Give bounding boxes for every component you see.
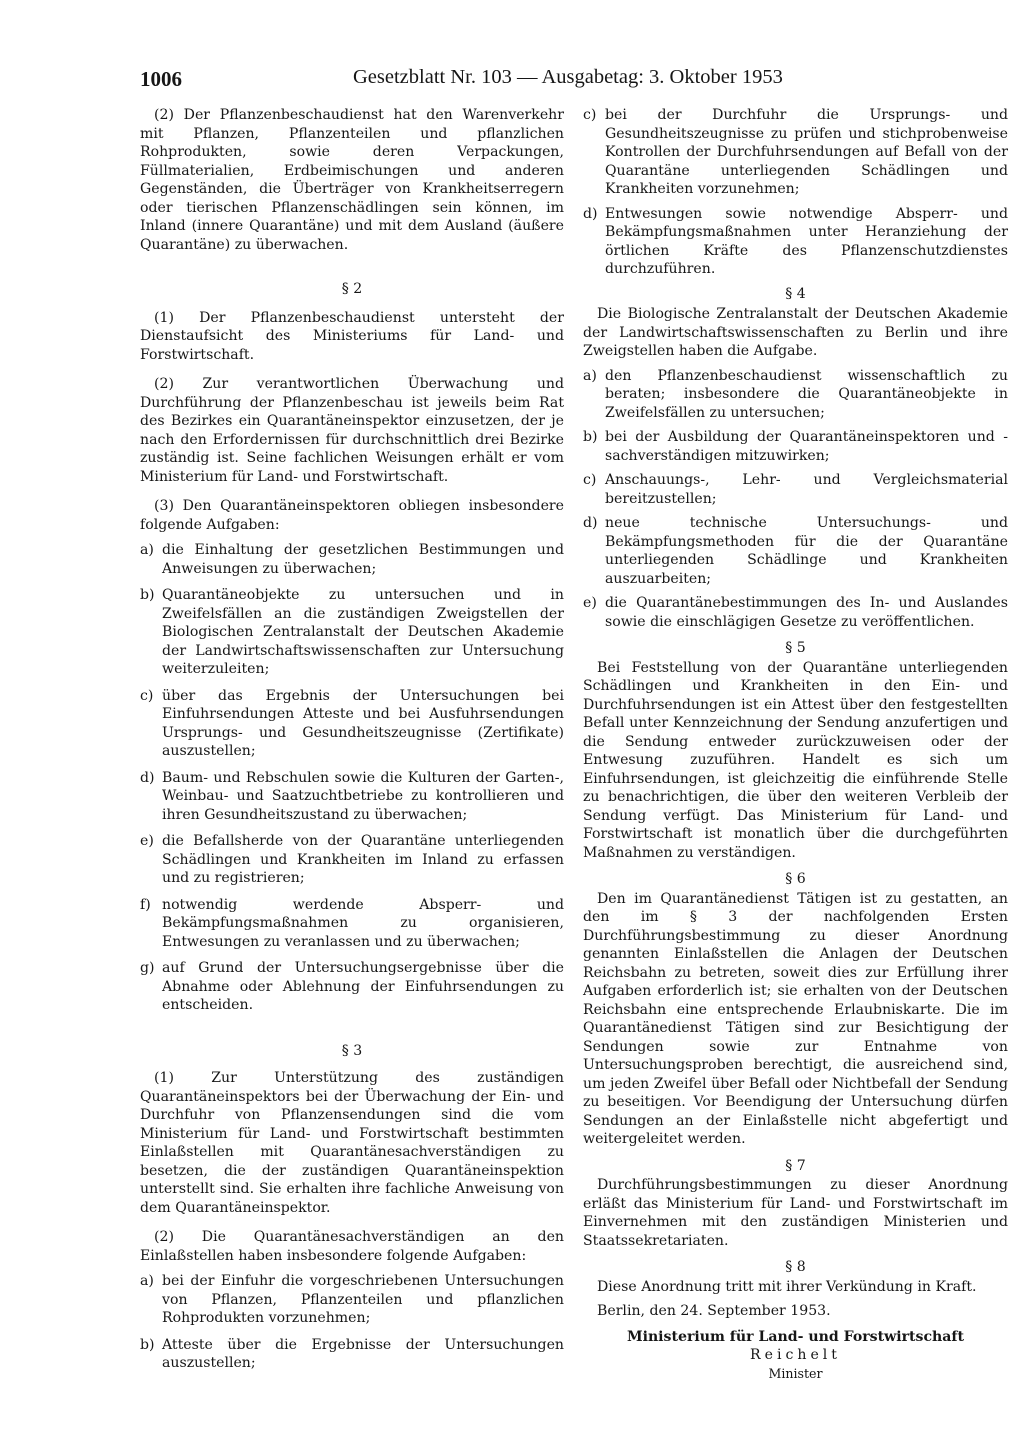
paragraph: (2) Die Quarantänesachverständigen an den Einlaßstellen haben insbesondere folgende Aufgaben: xyxy=(140,1229,564,1264)
list-item xyxy=(140,687,564,761)
list-text: notwendig werdende Absperr- und Bekämpfungsmaßnahmen zu organisieren, Entwesungen zu veranlassen und zu überwachen; xyxy=(162,896,564,950)
list-marker: b) xyxy=(583,429,598,445)
list-text: auf Grund der Untersuchungsergebnisse über die Abnahme oder Ablehnung der Einfuhrsendungen zu entscheiden. xyxy=(162,960,564,1013)
paragraph: Den im Quarantänedienst Tätigen ist zu gestatten, an den im § 3 der nachfolgenden Ersten Durchführungsbestimmung zu dieser Anordnung genannten Einlaßstellen die Anlagen der Deutschen Reichsbahn zu betreten, soweit dies zur Erfüllung ihrer Aufgaben erforderlich ist; sie erhalten von der Deutschen Reichsbahn eine entsprechende Erlaubniskarte. Die im Quarantänedienst Tätigen sind zur Besichtigung der Sendungen sowie zur Entnahme von Untersuchungsproben berechtigt, die ausreichend sind, um jeden Zweifel über Befall oder Nichtbefall der Sendung zu beseitigen. Vor Beendigung der Untersuchung dürfen Sendungen an der Einlaßstelle nicht abgefertigt und weitergeleitet werden. xyxy=(583,890,1008,1147)
section-heading: § 7 xyxy=(785,1157,806,1174)
list-marker: d) xyxy=(583,205,598,222)
list-text: die Quarantänebestimmungen des In- und Auslandes sowie die einschlägigen Gesetze zu veröffentlichen. xyxy=(605,595,1008,630)
list-marker: a) xyxy=(140,542,154,558)
paragraph: (2) Der Pflanzenbeschaudienst hat den Warenverkehr mit Pflanzen, Pflanzenteilen und pflanzlichen Rohprodukten, sowie deren Verpackungen, Füllmaterialien, Erdbeimischungen und anderen Gegenständen, die Überträger von Krankheitserregern oder tierischen Pflanzenschädlingen sein können, im Inland (innere Quarantäne) und mit dem Ausland (äußere Quarantäne) zu überwachen. xyxy=(140,107,564,253)
list-text: die Einhaltung der gesetzlichen Bestimmungen und Anweisungen zu überwachen; xyxy=(162,542,564,577)
list-item xyxy=(140,896,564,952)
list-text: Atteste über die Ergebnisse der Untersuchungen auszustellen; xyxy=(162,1336,564,1371)
signature-title: Minister xyxy=(768,1365,823,1381)
list-text: bei der Ausbildung der Quarantäneinspektoren und -sachverständigen mitzuwirken; xyxy=(605,429,1008,464)
list-text: Baum- und Rebschulen sowie die Kulturen der Garten-, Weinbau- und Saatzuchtbetriebe zu kontrollieren und ihren Gesundheitszustand zu überwachen; xyxy=(162,769,564,823)
paragraph: Diese Anordnung tritt mit ihrer Verkündung in Kraft. xyxy=(597,1278,977,1295)
page-header xyxy=(140,62,820,94)
list-marker: b) xyxy=(140,587,155,603)
task-list xyxy=(140,541,564,1015)
section-heading: § 3 xyxy=(341,1042,363,1059)
list-item xyxy=(140,959,564,1015)
paragraph: (3) Den Quarantäneinspektoren obliegen insbesondere folgende Aufgaben: xyxy=(140,498,564,533)
page-number: 1006 xyxy=(140,67,182,91)
list-marker: b) xyxy=(140,1336,155,1353)
list-text: über das Ergebnis der Untersuchungen bei Einfuhrsendungen Atteste und bei Ausfuhrsendungen Ursprungs- und Gesundheitszeugnisse (Zertifikate) auszustellen; xyxy=(162,687,564,759)
list-marker: c) xyxy=(583,472,597,488)
paragraph: (1) Der Pflanzenbeschaudienst untersteht der Dienstaufsicht des Ministeriums für Land- und Forstwirtschaft. xyxy=(140,309,564,363)
section-heading: § 8 xyxy=(785,1259,806,1275)
list-marker: e) xyxy=(583,595,597,611)
list-marker: d) xyxy=(583,515,598,531)
paragraph: Bei Feststellung von der Quarantäne unterliegenden Schädlingen und Krankheiten in den Ein- und Durchfuhrsendungen ist ein Attest über den festgestellten Befall unter Kennzeichnung der Sendung anzufertigen und die Sendung entweder zurückzuweisen oder der Entwesung zuzuführen. Handelt es sich um Einfuhrsendungen, ist gleichzeitig die einführende Stelle zu benachrichtigen, die über den weiteren Verbleib der Sendung verfügt. Das Ministerium für Land- und Forstwirtschaft ist monatlich über die durchgeführten Maßnahmen zu verständigen. xyxy=(583,659,1008,861)
list-text: Entwesungen sowie notwendige Absperr- und Bekämpfungsmaßnahmen unter Heranziehung der örtlichen Kräfte des Pflanzenschutzdienstes durchzuführen. xyxy=(605,205,1008,277)
right-column xyxy=(583,106,1008,1383)
list-item xyxy=(583,205,1008,279)
list-item xyxy=(583,594,1008,631)
task-list xyxy=(140,1272,564,1373)
left-column xyxy=(140,106,564,1373)
paragraph: (2) Zur verantwortlichen Überwachung und Durchführung der Pflanzenbeschau ist jeweils beim Rat des Bezirkes ein Quarantäneinspektor einzusetzen, der je nach den Erfordernissen für durchschnittlich drei Bezirke zuständig ist. Seine fachlichen Weisungen erhält er vom Ministerium für Land- und Forstwirtschaft. xyxy=(140,376,564,485)
list-item xyxy=(140,1336,564,1373)
list-text: den Pflanzenbeschaudienst wissenschaftlich zu beraten; insbesondere die Quarantäneobjekte in Zweifelsfällen zu untersuchen; xyxy=(605,367,1008,421)
list-item xyxy=(583,514,1008,588)
signature-name: Reichelt xyxy=(750,1347,841,1363)
list-item xyxy=(583,106,1008,199)
list-item xyxy=(140,769,564,825)
paragraph: (1) Zur Unterstützung des zuständigen Quarantäneinspektors bei der Überwachung der Ein- und Durchfuhr von Pflanzensendungen sind die vom Ministerium für Land- und Forstwirtschaft bestimmten Einlaßstellen mit Quarantänesachverständigen zu besetzen, die der zuständigen Quarantäneinspektion unterstellt sind. Sie erhalten ihre fachliche Anweisung von dem Quarantäneinspektor. xyxy=(140,1070,564,1216)
list-text: die Befallsherde von der Quarantäne unterliegenden Schädlingen und Krankheiten im Inland zu erfassen und zu registrieren; xyxy=(162,833,564,886)
list-marker: a) xyxy=(140,1273,154,1289)
list-marker: f) xyxy=(140,896,151,913)
list-item xyxy=(140,586,564,679)
list-text: bei der Einfuhr die vorgeschriebenen Untersuchungen von Pflanzen, Pflanzenteilen und pflanzlichen Rohprodukten vorzunehmen; xyxy=(162,1273,564,1326)
task-list xyxy=(583,106,1008,279)
list-text: bei der Durchfuhr die Ursprungs- und Gesundheitszeugnisse zu prüfen und stichprobenweise Kontrollen der Durchfuhrsendungen auf Befall von der Quarantäne unterliegenden Schädlingen und Krankheiten vorzunehmen; xyxy=(605,107,1008,197)
list-marker: d) xyxy=(140,769,155,786)
date-line: Berlin, den 24. September 1953. xyxy=(597,1303,831,1319)
paragraph: Durchführungsbestimmungen zu dieser Anordnung erläßt das Ministerium für Land- und Forstwirtschaft im Einvernehmen mit den zuständigen Ministerien und Staatssekretariaten. xyxy=(583,1177,1008,1249)
section-heading: § 6 xyxy=(785,871,806,887)
list-marker: c) xyxy=(583,107,597,123)
signature-ministry: Ministerium für Land- und Forstwirtschaft xyxy=(626,1328,964,1345)
list-item xyxy=(140,1272,564,1328)
list-marker: c) xyxy=(140,687,154,704)
section-heading: § 4 xyxy=(785,285,806,302)
section-heading: § 2 xyxy=(341,281,363,297)
task-list xyxy=(583,367,1008,632)
list-item xyxy=(140,832,564,888)
list-item xyxy=(140,541,564,578)
list-marker: g) xyxy=(140,960,155,976)
list-marker: e) xyxy=(140,833,154,849)
list-item xyxy=(583,428,1008,465)
paragraph: Die Biologische Zentralanstalt der Deutschen Akademie der Landwirtschaftswissenschaften zu Berlin und ihre Zweigstellen haben die Aufgabe. xyxy=(583,306,1008,359)
section-heading: § 5 xyxy=(785,640,806,656)
list-text: neue technische Untersuchungs- und Bekämpfungsmethoden für die der Quarantäne unterliegenden Schädlinge und Krankheiten auszuarbeiten; xyxy=(605,515,1008,587)
list-item xyxy=(583,471,1008,508)
list-item xyxy=(583,367,1008,423)
list-text: Quarantäneobjekte zu untersuchen und in Zweifelsfällen an die zuständigen Zweigstellen der Biologischen Zentralanstalt der Deutschen Akademie der Landwirtschaftswissenschaften zur Untersuchung weiterzuleiten; xyxy=(162,587,564,677)
list-text: Anschauungs-, Lehr- und Vergleichsmaterial bereitzustellen; xyxy=(605,472,1008,507)
list-marker: a) xyxy=(583,367,597,384)
running-head: Gesetzblatt Nr. 103 — Ausgabetag: 3. Oktober 1953 xyxy=(353,66,783,88)
